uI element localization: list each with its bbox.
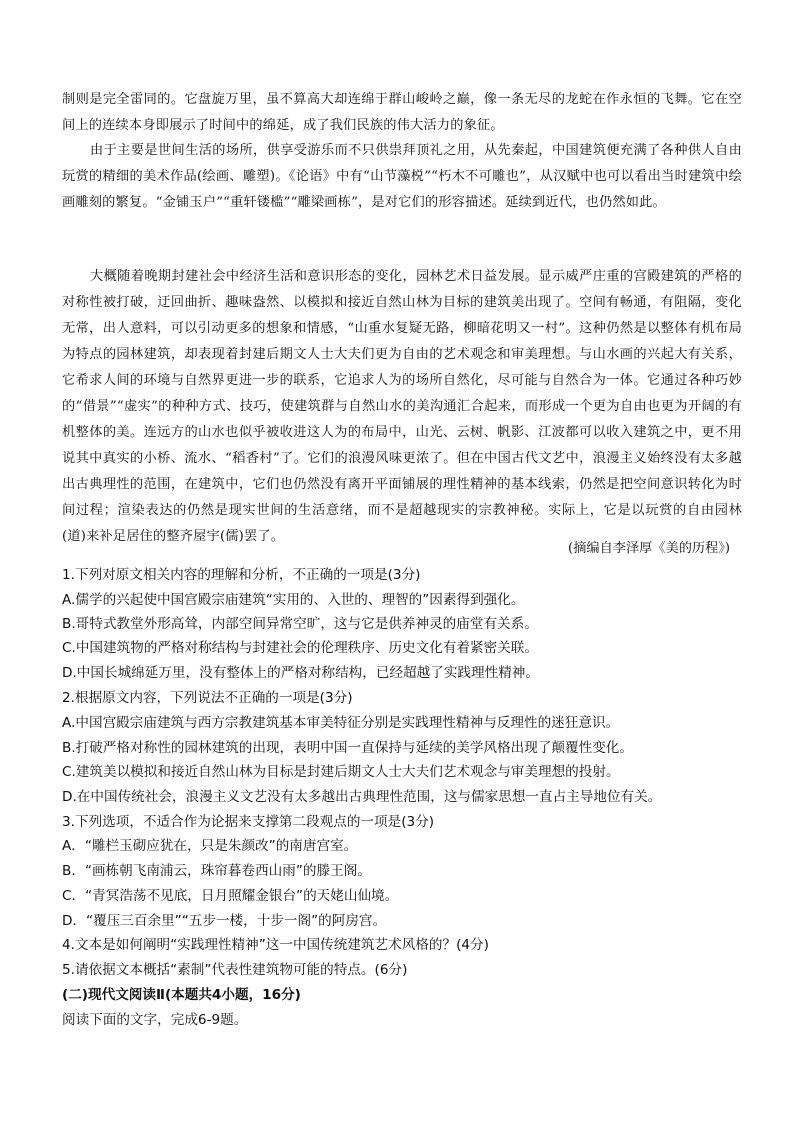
question-4: 4.文本是如何阐明“实践理性精神”这一中国传统建筑艺术风格的？(4分) xyxy=(62,937,489,953)
question-3-option-b: B．“画栋朝飞南浦云，珠帘暮卷西山雨”的滕王阁。 xyxy=(62,863,371,879)
question-1-stem: 1.下列对原文相关内容的理解和分析，不正确的一项是(3分) xyxy=(62,567,421,583)
passage-paragraph-3: 大概随着晚期封建社会中经济生活和意识形态的变化，园林艺术日益发展。显示威严庄重的宫殿建筑的严格的对称性被打破，迂回曲折、趣味盎然、以模拟和接近自然山林为目标的建筑美出现了。空间有畅通，有阻隔，变化无常，出人意料，可以引动更多的想象和情感，“山重水复疑无路，柳暗花明又一村”。这种仍然是以整体有机布局为特点的园林建筑，却表现着封建后期文人士大夫们更为自由的艺术观念和审美理想。与山水画的兴起大有关系，它希求人间的环境与自然界更进一步的联系，它追求人为的场所自然化，尽可能与自然合为一体。它通过各种巧妙的“借景”“虚实”的种种方式、技巧，使建筑群与自然山水的美沟通汇合起来，而形成一个更为自由也更为开阔的有机整体的美。连远方的山水也似乎被收进这人为的布局中，山光、云树、帆影、江波都可以收入建筑之中，更不用说其中真实的小桥、流水、“稻香村”了。它们的浪漫风味更浓了。但在中国古代文艺中，浪漫主义始终没有太多越出古典理性的范围，在建筑中，它们也仍然没有离开平面铺展的理性精神的基本线索，仍然是把空间意识转化为时间过程；渲染表达的仍然是现实世间的生活意绪，而不是超越现实的宗教神秘。实际上，它是以玩赏的自由园林(道)来补足居住的整齐屋宇(儒)罢了。 xyxy=(62,269,742,544)
passage-paragraph-1: 制则是完全雷同的。它盘旋万里，虽不算高大却连绵于群山峻岭之巅，像一条无尽的龙蛇在作永恒的飞舞。它在空间上的连续本身即展示了时间中的绵延，成了我们民族的伟大活力的象征。 xyxy=(62,92,742,133)
question-1-option-c: C.中国建筑物的严格对称结构与封建社会的伦理秩序、历史文化有着紧密关联。 xyxy=(62,640,538,656)
passage-source: (摘编自李泽厚《美的历程》) xyxy=(568,541,730,556)
question-2-option-b: B.打破严格对称性的园林建筑的出现，表明中国一直保持与延续的美学风格出现了颠覆性变化。 xyxy=(62,740,633,756)
section-heading: (二)现代文阅读Ⅱ(本题共4小题，16分) xyxy=(62,987,301,1003)
question-2-option-a: A.中国宫殿宗庙建筑与西方宗教建筑基本审美特征分别是实践理性精神与反理性的迷狂意识。 xyxy=(62,715,620,731)
question-3-option-c: C．“青冥浩荡不见底，日月照耀金银台”的天姥山仙境。 xyxy=(62,888,399,904)
question-5: 5.请依据文本概括“素制”代表性建筑物可能的特点。(6分) xyxy=(62,962,408,978)
question-2-stem: 2.根据原文内容，下列说法不正确的一项是(3分) xyxy=(62,690,353,706)
question-1-option-b: B.哥特式教堂外形高耸，内部空间异常空旷，这与它是供养神灵的庙堂有关系。 xyxy=(62,616,538,632)
passage-paragraph-2: 由于主要是世间生活的场所，供享受游乐而不只供祟拜顶礼之用，从先秦起，中国建筑便充满了各种供人自由玩赏的精细的美术作品(绘画、雕塑)。《论语》中有“山节藻棁”“朽木不可雕也”，从汉赋中也可以看出当时建筑中绘画雕刻的繁复。“金铺玉户”“重轩镂槛”“雕梁画栋”，是对它们的形容描述。延续到近代，也仍然如此。 xyxy=(62,143,742,210)
question-2-option-d: D.在中国传统社会，浪漫主义文艺没有太多越出古典理性范围，这与儒家思想一直占主导地位有关。 xyxy=(62,789,662,805)
question-3-option-d: D．“覆压三百余里”“五步一楼，十步一阁”的阿房宫。 xyxy=(62,913,387,929)
question-3-stem: 3.下列选项，不适合作为论据来支撑第二段观点的一项是(3分) xyxy=(62,814,435,830)
question-2-option-c: C.建筑美以模拟和接近自然山林为目标是封建后期文人士大夫们艺术观念与审美理想的投射。 xyxy=(62,764,620,780)
question-3-option-a: A．“雕栏玉砌应犹在，只是朱颜改”的南唐宫室。 xyxy=(62,838,358,854)
question-1-option-d: D.中国长城绵延万里，没有整体上的严格对称结构，已经超越了实践理性精神。 xyxy=(62,665,539,681)
question-1-option-a: A.儒学的兴起使中国宫殿宗庙建筑“实用的、入世的、理智的”因素得到强化。 xyxy=(62,592,525,608)
section-instruction: 阅读下面的文字，完成6-9题。 xyxy=(62,1012,248,1028)
